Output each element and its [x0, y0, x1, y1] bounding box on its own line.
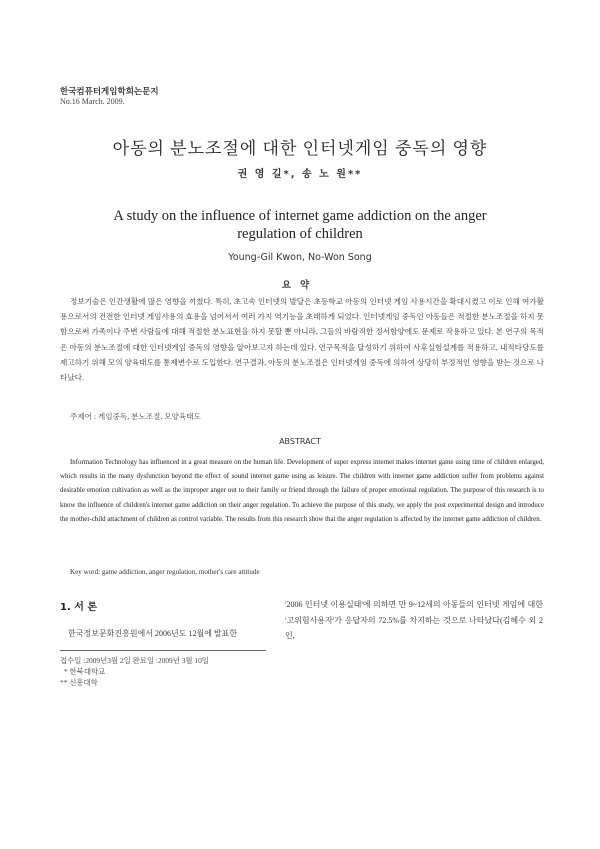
footnote-affiliation-1: * 한북대학교 [64, 667, 106, 676]
paper-title-korean: 아동의 분노조절에 대한 인터넷게임 중독의 영향 [112, 139, 488, 158]
section-heading-introduction: 1. 서 론 [60, 602, 98, 613]
abstract-body-korean: 정보기술은 인간생활에 많은 영향을 끼쳤다. 특히, 초고속 인터넷의 발달은 초등학교 아동의 인터넷 게임 사용시간을 확대시켰고 이로 인해 여가활용으로서의 건전한 인터넷 게임사용의 효용을 넘어서서 여러 가지 역기능을 초래하게 되었다. 인터넷게임 중독인 아동들은 적절한 분노조절을 하지 못함으로써 가족이나 주변 사람들에 대해 적절한 분노표현을 하지 못할 뿐 아니라, 그들의 바람직한 정서함양에도 문제로 작용하고 있다. 본 연구의 목적은 아동의 분노조절에 대한 인터넷게임 중독의 영향을 알아보고자 하는데 있다. 연구목적을 달성하기 위하여 사후실험설계를 적용하고, 내적타당도를 제고하기 위해 모의 양육태도를 통제변수로 도입한다. 연구결과, 아동의 분노조절은 인터넷게임 중독에 의하여 상당히 부정적인 영향을 받는 것으로 나타났다. [60, 297, 544, 383]
keywords-korean: 주제어 : 게임중독, 분노조절, 모양육태도 [70, 412, 201, 421]
intro-text-right-column: '2006 인터넷 이용실태'에 의하면 만 9~12세의 아동들의 인터넷 게임에 대한 '고위험사용자'가 응답자의 72.5%를 차지하는 것으로 나타났다(김혜수 외 2인, [285, 600, 543, 640]
keywords-english: Key word: game addiction, anger regulation, mother's care attitude [70, 568, 260, 576]
authors-english: Young-Gil Kwon, No-Won Song [228, 252, 372, 263]
authors-korean: 권 영 길*, 송 노 원** [237, 169, 363, 180]
abstract-heading-english: ABSTRACT [279, 437, 321, 446]
title-en-line2: regulation of children [237, 226, 363, 242]
footnote-divider [60, 650, 266, 651]
abstract-heading-korean: 요약 [281, 280, 319, 291]
intro-text-left-column: 한국정보문화진흥원에서 2006년도 12월에 발표한 [68, 629, 238, 638]
journal-issue: No.16 March. 2009. [60, 97, 125, 106]
journal-name: 한국컴퓨터게임학회논문지 [60, 87, 159, 97]
title-en-line1: A study on the influence of internet game addiction on the anger [113, 208, 487, 224]
abstract-body-english: Information Technology has influenced in a great measure on the human life. Development of super express internet makes internet game using time of children enlarged, which results in the many dysfunction beyond the effect of sound internet game using as leisure. The children with internet game addiction suffer from problems against desirable emotion cultivation as well as the improper anger out to their family or friend through the failure of proper emotional regulation. The purpose of this research is to know the influence of children's internet game addiction on their anger regulation. To achieve the purpose of this study, we apply the post experimental design and introduce the mother-child attachment of children as control variable. The results from this research show that the anger regulation is affected by the internet game addiction of children. [60, 459, 544, 523]
footnote-affiliation-2: ** 신흥대학 [60, 678, 98, 687]
footnote-dates: 접수일 :2009년3월 2일 완료일 :2009년 3월 10일 [60, 656, 209, 665]
paper-title-english [0, 207, 600, 243]
